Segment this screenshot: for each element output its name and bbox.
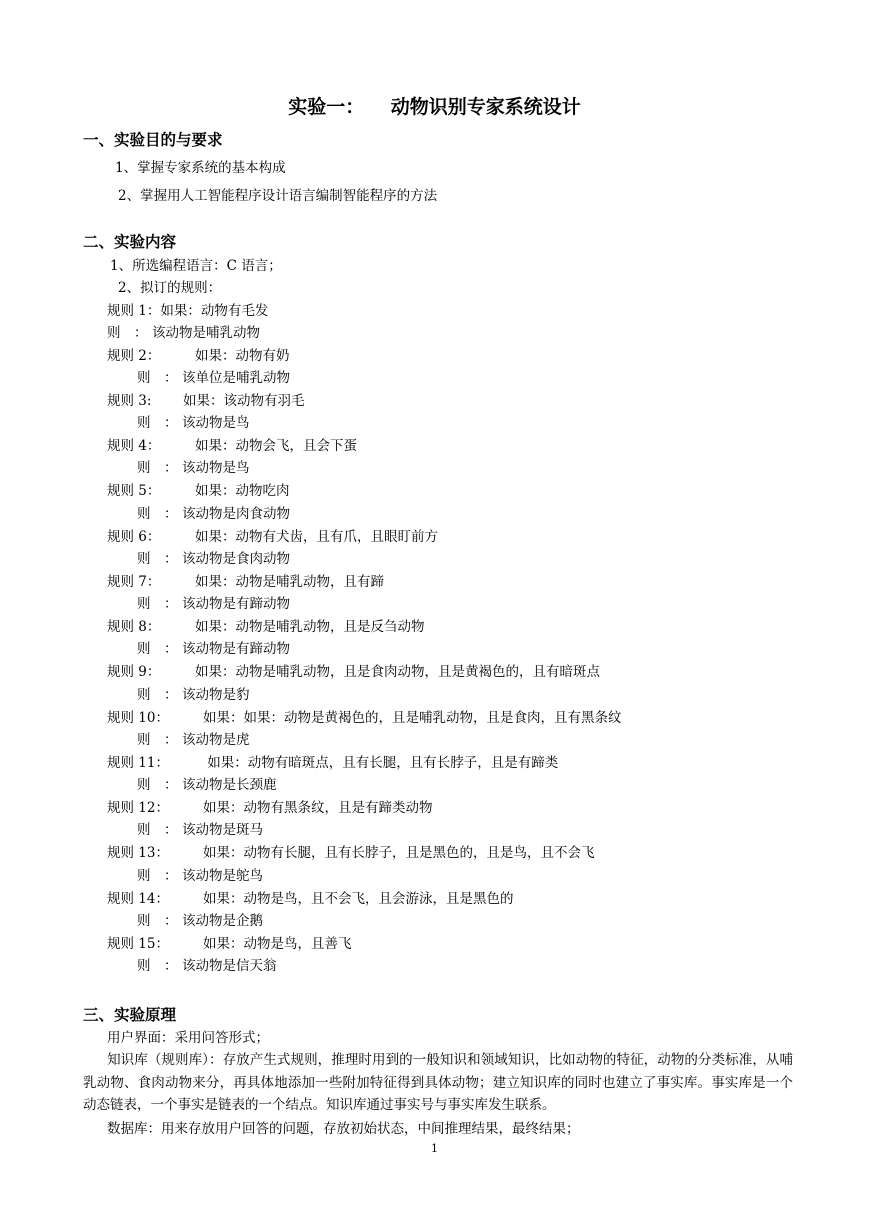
rule-label: 规则 13： (107, 845, 169, 861)
rule-conclusion: 该动物是鸟 (182, 415, 250, 431)
rule-label: 规则 12： (107, 800, 169, 816)
rule-label: 规则 15： (107, 936, 169, 952)
section1-item: 1、掌握专家系统的基本构成 (115, 160, 286, 176)
rule-then-line (137, 639, 290, 659)
rule-condition-line (107, 889, 514, 909)
then-label: 则 ： (137, 958, 178, 974)
rule-condition: 如果：动物有奶 (195, 348, 290, 364)
then-label: 则 ： (137, 687, 178, 703)
rule-condition-line (107, 481, 290, 501)
rule-then-line (137, 458, 250, 478)
rule-then-line (137, 775, 277, 795)
page-number: 1 (431, 1142, 438, 1155)
rule-conclusion: 该动物是哺乳动物 (152, 325, 260, 341)
rule-condition: 如果：动物是鸟，且善飞 (203, 936, 352, 952)
rule-conclusion: 该动物是肉食动物 (182, 506, 290, 522)
then-label: 则 ： (137, 822, 178, 838)
document-title: 实验一： 动物识别专家系统设计 (288, 96, 581, 118)
then-label: 则 ： (137, 777, 178, 793)
rule-then-line (137, 911, 263, 931)
database-description: 数据库：用来存放用户回答的问题，存放初始状态，中间推理结果，最终结果； (107, 1121, 580, 1137)
rule-condition: 如果：动物是哺乳动物，且有蹄 (195, 574, 384, 590)
rule-condition: 如果：动物是哺乳动物，且是反刍动物 (195, 619, 425, 635)
rule-condition: 如果：动物有毛发 (160, 303, 269, 319)
then-label: 则 ： (137, 641, 178, 657)
rule-then-line (137, 685, 250, 705)
rule-condition-line (107, 346, 290, 366)
rule-label: 规则 14： (107, 891, 169, 907)
rule-label: 规则 6： (107, 529, 161, 545)
rule-label: 规则 5： (107, 483, 161, 499)
then-label: 则 ： (137, 415, 178, 431)
rule-then-line (137, 594, 290, 614)
rule-conclusion: 该动物是企鹅 (182, 913, 263, 929)
rule-then-line (137, 730, 250, 750)
then-label: 则 ： (137, 596, 178, 612)
then-label: 则 ： (137, 370, 178, 386)
rule-label: 规则 11： (107, 755, 169, 771)
rule-conclusion: 该动物是虎 (182, 732, 250, 748)
rule-condition: 如果：动物有犬齿，且有爪，且眼盯前方 (195, 529, 438, 545)
rule-then-line (137, 413, 250, 433)
section3-heading: 三、实验原理 (83, 1005, 177, 1024)
rule-condition-line (107, 798, 433, 818)
then-label: 则 ： (137, 460, 178, 476)
rule-condition: 如果：动物有长腿，且有长脖子，且是黑色的，且是鸟，且不会飞 (203, 845, 595, 861)
rule-condition: 如果：该动物有羽毛 (183, 393, 305, 409)
rule-condition-line (107, 843, 595, 863)
rule-conclusion: 该动物是豹 (182, 687, 250, 703)
rule-condition-line (107, 572, 384, 592)
rule-condition-line (107, 934, 352, 954)
rule-condition: 如果：动物是鸟，且不会飞，且会游泳，且是黑色的 (203, 891, 514, 907)
rule-then-line (137, 820, 263, 840)
then-label: 则 ： (137, 506, 178, 522)
rule-label: 规则 3: (107, 393, 152, 409)
rule-condition: 如果：如果：动物是黄褐色的，且是哺乳动物，且是食肉，且有黑条纹 (203, 710, 622, 726)
section2-heading: 二、实验内容 (83, 232, 177, 251)
rule-conclusion: 该动物是有蹄动物 (182, 641, 290, 657)
rule-label: 规则 9： (107, 664, 161, 680)
rule-conclusion: 该动物是鸵鸟 (182, 868, 263, 884)
rule-then-line (137, 368, 290, 388)
rule-label: 规则 1： (107, 303, 161, 319)
rule-condition-line (107, 436, 357, 456)
rule-condition: 如果：动物是哺乳动物，且是食肉动物，且是黄褐色的，且有暗斑点 (195, 664, 600, 680)
rule-then-line (137, 956, 277, 976)
rule-conclusion: 该动物是有蹄动物 (182, 596, 290, 612)
knowledge-base-paragraph (83, 1049, 793, 1117)
rule-then-line (137, 549, 290, 569)
rule-condition-line (107, 753, 558, 773)
rule-condition-line (107, 391, 305, 411)
rule-condition-line (107, 708, 622, 728)
rules-intro: 2、拟订的规则： (118, 280, 222, 296)
rule-condition-line (107, 301, 268, 321)
rule-conclusion: 该动物是斑马 (182, 822, 263, 838)
section1-heading: 一、实验目的与要求 (83, 130, 223, 149)
rule-conclusion: 该动物是食肉动物 (182, 551, 290, 567)
rule-label: 规则 7： (107, 574, 161, 590)
language-line: 1、所选编程语言：C 语言； (110, 258, 282, 274)
rule-conclusion: 该动物是信天翁 (182, 958, 277, 974)
rule-condition: 如果：动物吃肉 (195, 483, 290, 499)
knowledge-base-text: 知识库（规则库）：存放产生式规则，推理时用到的一般知识和领域知识，比如动物的特征，动物的分类标准，从哺乳动物、食肉动物来分，再具体地添加一些附加特征得到具体动物；建立知识库的同时也建立了事实库。事实库是一个动态链表，一个事实是链表的一个结点。知识库通过事实号与事实库发生联系。 (83, 1052, 793, 1113)
rule-condition-line (107, 527, 438, 547)
rule-label: 规则 2： (107, 348, 161, 364)
then-label: 则 ： (137, 732, 178, 748)
rule-condition-line (107, 662, 600, 682)
rule-condition-line (107, 617, 425, 637)
ui-description: 用户界面：采用问答形式； (107, 1030, 269, 1046)
section1-item: 2、掌握用人工智能程序设计语言编制智能程序的方法 (118, 188, 438, 204)
rule-then-line (137, 504, 290, 524)
then-label: 则 ： (137, 551, 178, 567)
rule-label: 规则 4： (107, 438, 161, 454)
then-label: 则 ： (137, 913, 178, 929)
rule-then-line (137, 866, 263, 886)
rule-label: 规则 10： (107, 710, 169, 726)
rule-conclusion: 该动物是长颈鹿 (182, 777, 277, 793)
then-label: 则 ： (137, 868, 178, 884)
rule-condition: 如果：动物有黑条纹，且是有蹄类动物 (203, 800, 433, 816)
rule-condition: 如果：动物会飞，且会下蛋 (195, 438, 357, 454)
rule-then-line (107, 323, 260, 343)
then-label: 则 ： (107, 325, 148, 341)
rule-condition: 如果：动物有暗斑点，且有长腿，且有长脖子，且是有蹄类 (203, 755, 559, 771)
rule-label: 规则 8： (107, 619, 161, 635)
rule-conclusion: 该动物是鸟 (182, 460, 250, 476)
rule-conclusion: 该单位是哺乳动物 (182, 370, 290, 386)
